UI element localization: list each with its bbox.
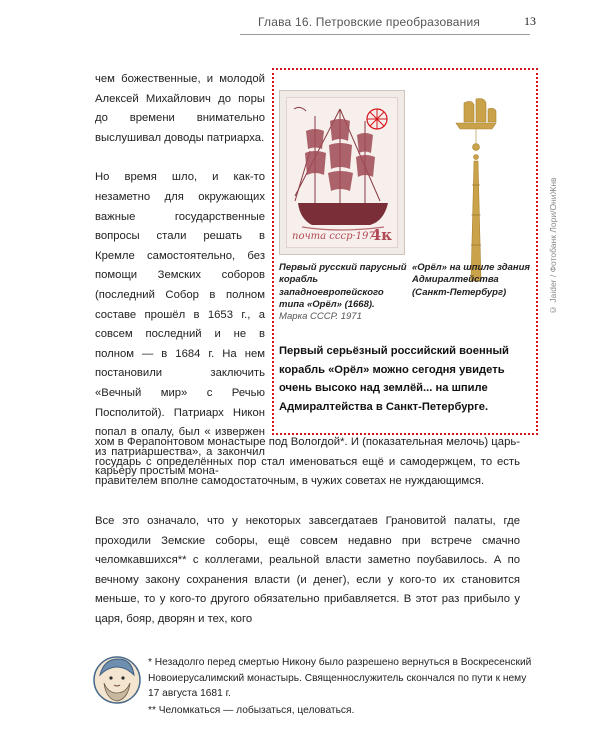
full-width-paragraph — [95, 433, 520, 492]
footnote-1: * Незадолго перед смертью Никону было разрешено вернуться в Воскресенский Новоиерусалимский монастырь. Священнослужитель скончался по пути к нему 17 августа 1681 г. — [148, 657, 532, 699]
paragraph: Все это означало, что у некоторых завсегдатаев Грановитой палаты, где проходили Земские соборы, ещё совсем недавно при встрече смачно челомкавшихся** с коллегами, реальной власти заметно поубавилось. А по вечному закону сохранения власти (и денег), если у кого-то их становится меньше, то у кого-то другого обязательно прибавляется. В этот раз прибыло у царя, бояр, дворян и тех, кого — [95, 515, 520, 625]
header-rule — [240, 34, 530, 35]
paragraph: Но время шло, и как-то незаметно для окружающих важные государственные вопросы стали решать в Кремле самостоятельно, без помощи Земских соборов (последний Собор в полном составе прошёл в 1653 г., а совсем последний и не в полном — в 1684 г. На нем постановили заключить «Вечный мир» с Речью Посполитой). Патриарх Никон попал в опалу, был « извержен из патриаршества», а закончил карьеру простым мона- — [95, 171, 265, 478]
page-number: 13 — [524, 14, 536, 28]
footnote-2: ** Челомкаться — лобызаться, целоваться. — [148, 705, 355, 716]
stamp-denomination: 4к — [370, 226, 392, 244]
main-column-text — [95, 70, 265, 482]
postage-stamp — [279, 90, 405, 255]
stamp-caption-title: Первый русский парусный корабль западноевропейского типа «Орёл» (1668). — [279, 262, 407, 310]
stamp-inscription: почта ссср·1971 — [292, 231, 382, 242]
admiralty-spire-image — [446, 95, 506, 285]
character-avatar-icon — [92, 653, 142, 705]
full-width-paragraph — [95, 512, 520, 630]
paragraph: чем божественные, и молодой Алексей Михайлович до поры до времени внимательно выслушивал доводы патриарха. — [95, 73, 265, 144]
paragraph: хом в Ферапонтовом монастыре под Вологдой*. И (показательная мелочь) царь-государь с определённых пор стал именоваться ещё и самодержцем, то есть правителем вполне самодостаточным, в чужих советах не нуждающимся. — [95, 436, 520, 488]
stamp-caption-source: Марка СССР. 1971 — [279, 311, 362, 323]
spire-caption: «Орёл» на шпиле здания Адмиралтейства (Санкт-Петербург) — [412, 262, 531, 298]
chapter-title: Глава 16. Петровские преобразования — [258, 15, 481, 29]
page-header — [0, 0, 600, 34]
sidebar-body-text: Первый серьёзный российский военный корабль «Орёл» можно сегодня увидеть очень высоко над землёй... на шпиле Адмиралтейства в Санкт-Петербурге. — [279, 345, 509, 413]
stamp-caption — [279, 262, 409, 323]
photo-credit: © Jaider / Фотобанк Лори/ОниЖнв — [548, 177, 558, 315]
